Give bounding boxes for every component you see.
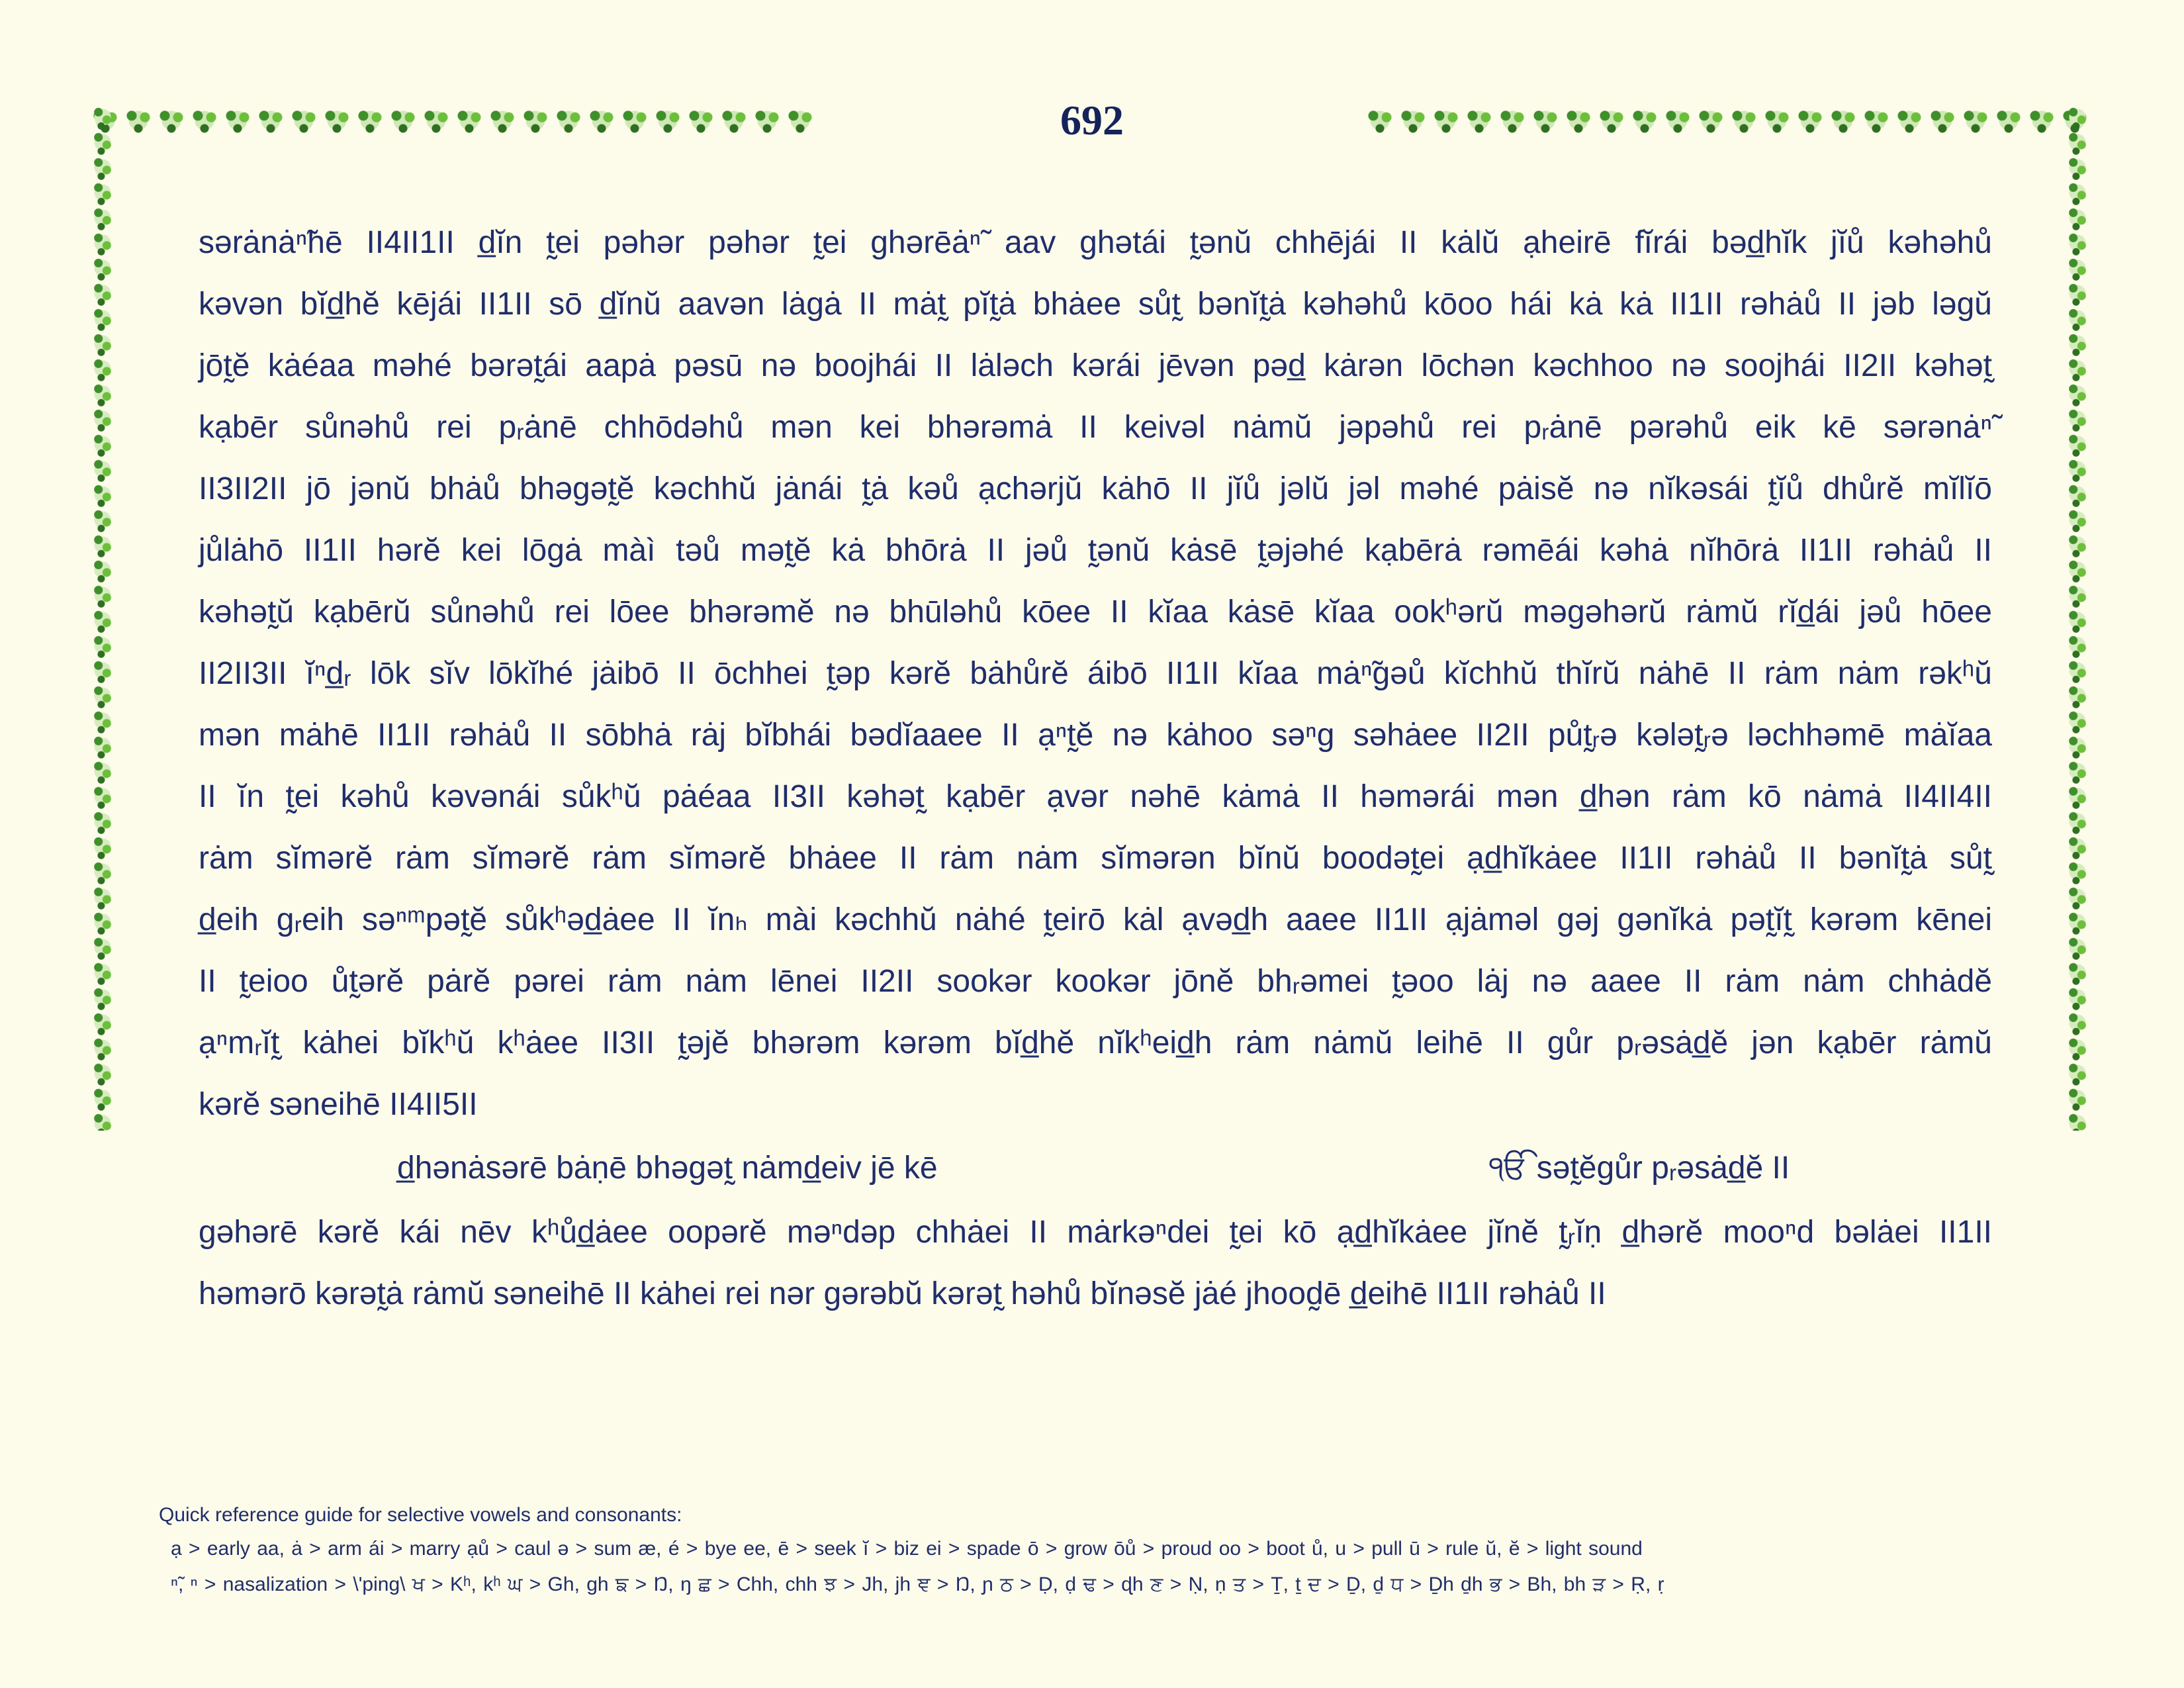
verse-block-2	[199, 1201, 1992, 1325]
pronunciation-guide	[159, 1499, 2078, 1603]
guide-title: Quick reference guide for selective vowels and consonants:	[159, 1504, 682, 1526]
verse-line: II3II2II jō jənŭ bhȧů bhəgət̰ĕ kəchhŭ jȧnái t̰ȧ kəů ạchərjŭ kȧhō II jĭů jəlŭ jəl məhé pȧisĕ nə nĭkəsái t̰ĭů dhůrĕ mĭlĭō	[199, 471, 1992, 506]
verse-line: sərȧnȧⁿ̃hē II4II1II d̲ĭn t̰ei pəhər pəhər t̰ei ghərēȧⁿ̃ aav ghətái t̰ənŭ chhējái II kȧlŭ ạheirē fĭrái bəd̲hĭk jĭů kəhəhů	[199, 225, 1992, 260]
floral-border-left	[89, 105, 116, 1131]
verse-line: kəhət̰ŭ kạbērŭ sůnəhů rei lōee bhərəmĕ nə bhūləhů kōee II kĭaa kȧsē kĭaa ookʰərŭ məgəhərŭ rȧmŭ rĭd̲ái jəů hōee	[199, 594, 1992, 630]
verse-line: jōt̰ĕ kȧéaa məhé bərət̰ái aapȧ pəsū nə boojhái II lȧləch kərái jēvən pəd̲ kȧrən lōchən kəchhoo nə soojhái II2II kəhət̰	[199, 348, 1992, 383]
verse-line: kəvən bĭd̲hĕ kējái II1II sō d̲ĭnŭ aavən lȧgȧ II mȧt̰ pĭt̰ȧ bhȧee sůt̰ bənĭt̰ȧ kəhəhů kōoo hái kȧ kȧ II1II rəhȧů II jəb ləgŭ	[199, 287, 1992, 322]
verse-line: II2II3II ĭⁿd̲ᵣ lōk sĭv lōkĭhé jȧibō II ōchhei t̰əp kərĕ bȧhůrĕ áibō II1II kĭaa mȧⁿ̃gəů kĭchhŭ thĭrŭ nȧhē II rȧm nȧm rəkʰŭ	[199, 656, 1992, 691]
page-number: 692	[1060, 97, 1124, 144]
verse-line: kạbēr sůnəhů rei pᵣȧnē chhōdəhů mən kei bhərəmȧ II keivəl nȧmŭ jəpəhů rei pᵣȧnē pərəhů eik kē sərənȧⁿ̃	[199, 410, 1992, 445]
floral-border-top-left	[89, 105, 817, 136]
floral-border-right	[2064, 105, 2091, 1131]
guide-vowels-row: ạ > early aa, ȧ > arm ái > marry ạů > caul ə > sum æ, é > bye ee, ē > seek ĭ > biz ei > spade ō > grow ōů > proud oo > boot ů, u > pull ū > rule ŭ, ĕ > light sound	[171, 1538, 1643, 1560]
raag-heading: d̲hənȧsərē bȧṇē bhəgət̰ nȧmd̲eiv jē kē	[397, 1150, 938, 1186]
verse-line: d̲eih gᵣeih səⁿᵐpət̰ĕ sůkʰəd̲ȧee II ĭnₕ mài kəchhŭ nȧhé t̰eirō kȧl ạvəd̲h aaee II1II ạjȧməl gəj gənĭkȧ pət̰ĭt̰ kərəm kēnei	[199, 902, 1992, 937]
guide-consonants-row: ⁿ̃, ⁿ > nasalization > \'ping\ ਖ > Kʰ, kʰ ਘ > Gh, gh ਙ > Ŋ, ŋ ਛ > Chh, chh ਝ > Jh, jh ਞ > Ŋ, ɲ ਠ > Ḍ, ḍ ਢ > ɖh ਣ > Ṇ, ṇ ਤ > Ṯ, ṯ ਦ > Ḏ, ḏ ਧ > Ḏh ḏh ਭ > Bh, bh ੜ > Ṛ, ṛ	[171, 1573, 1664, 1595]
verse-line: II t̰eioo ůt̰ərĕ pȧrĕ pərei rȧm nȧm lēnei II2II sookər kookər jōnĕ bhᵣəmei t̰əoo lȧj nə aaee II rȧm nȧm chhȧdĕ	[199, 964, 1992, 999]
verse-line: mən mȧhē II1II rəhȧů II sōbhȧ rȧj bĭbhái bədĭaaee II ạⁿt̰ĕ nə kȧhoo səⁿg səhȧee II2II půt̰ᵣə kələt̰ᵣə ləchhəmē mȧĭaa	[199, 718, 1992, 753]
verse-line: rȧm sĭmərĕ rȧm sĭmərĕ rȧm sĭmərĕ bhȧee II rȧm nȧm sĭmərən bĭnŭ boodət̰ei ạd̲hĭkȧee II1II rəhȧů II bənĭt̰ȧ sůt̰	[199, 841, 1992, 876]
floral-border-top-right	[1363, 105, 2091, 136]
shabad-heading	[199, 1137, 1992, 1199]
verse-line: gəhərē kərĕ kái nēv kʰůd̲ȧee oopərĕ məⁿdəp chhȧei II mȧrkəⁿdei t̰ei kō ạd̲hĭkȧee jĭnĕ t̰ᵣĭṇ d̲hərĕ mooⁿd bəlȧei II1II	[199, 1215, 1992, 1250]
verse-line: həmərō kərət̰ȧ rȧmŭ səneihē II kȧhei rei nər gərəbŭ kərət̰ həhů bĭnəsĕ jȧé jhood̰ē d̲eihē II1II rəhȧů II	[199, 1276, 1606, 1311]
verse-line: II ĭn t̰ei kəhů kəvənái sůkʰŭ pȧéaa II3II kəhət̰ kạbēr ạvər nəhē kȧmȧ II həmərái mən d̲hən rȧm kō nȧmȧ II4II4II	[199, 779, 1992, 814]
mool-mantar-heading: ੴ sət̰ĕgůr pᵣəsȧd̲ĕ II	[1489, 1150, 1790, 1186]
verse-line: kərĕ səneihē II4II5II	[199, 1087, 478, 1122]
verse-line: jůlȧhō II1II hərĕ kei lōgȧ màì təů mət̰ĕ kȧ bhōrȧ II jəů t̰ənŭ kȧsē t̰əjəhé kạbērȧ rəmēái kəhȧ nĭhōrȧ II1II rəhȧů II	[199, 533, 1992, 568]
verse-line: ạⁿmᵣĭt̰ kȧhei bĭkʰŭ kʰȧee II3II t̰əjĕ bhərəm kərəm bĭd̲hĕ nĭkʰeid̲h rȧm nȧmŭ leihē II gůr pᵣəsȧd̲ĕ jən kạbēr rȧmŭ	[199, 1025, 1992, 1060]
verse-block	[199, 212, 1992, 1135]
